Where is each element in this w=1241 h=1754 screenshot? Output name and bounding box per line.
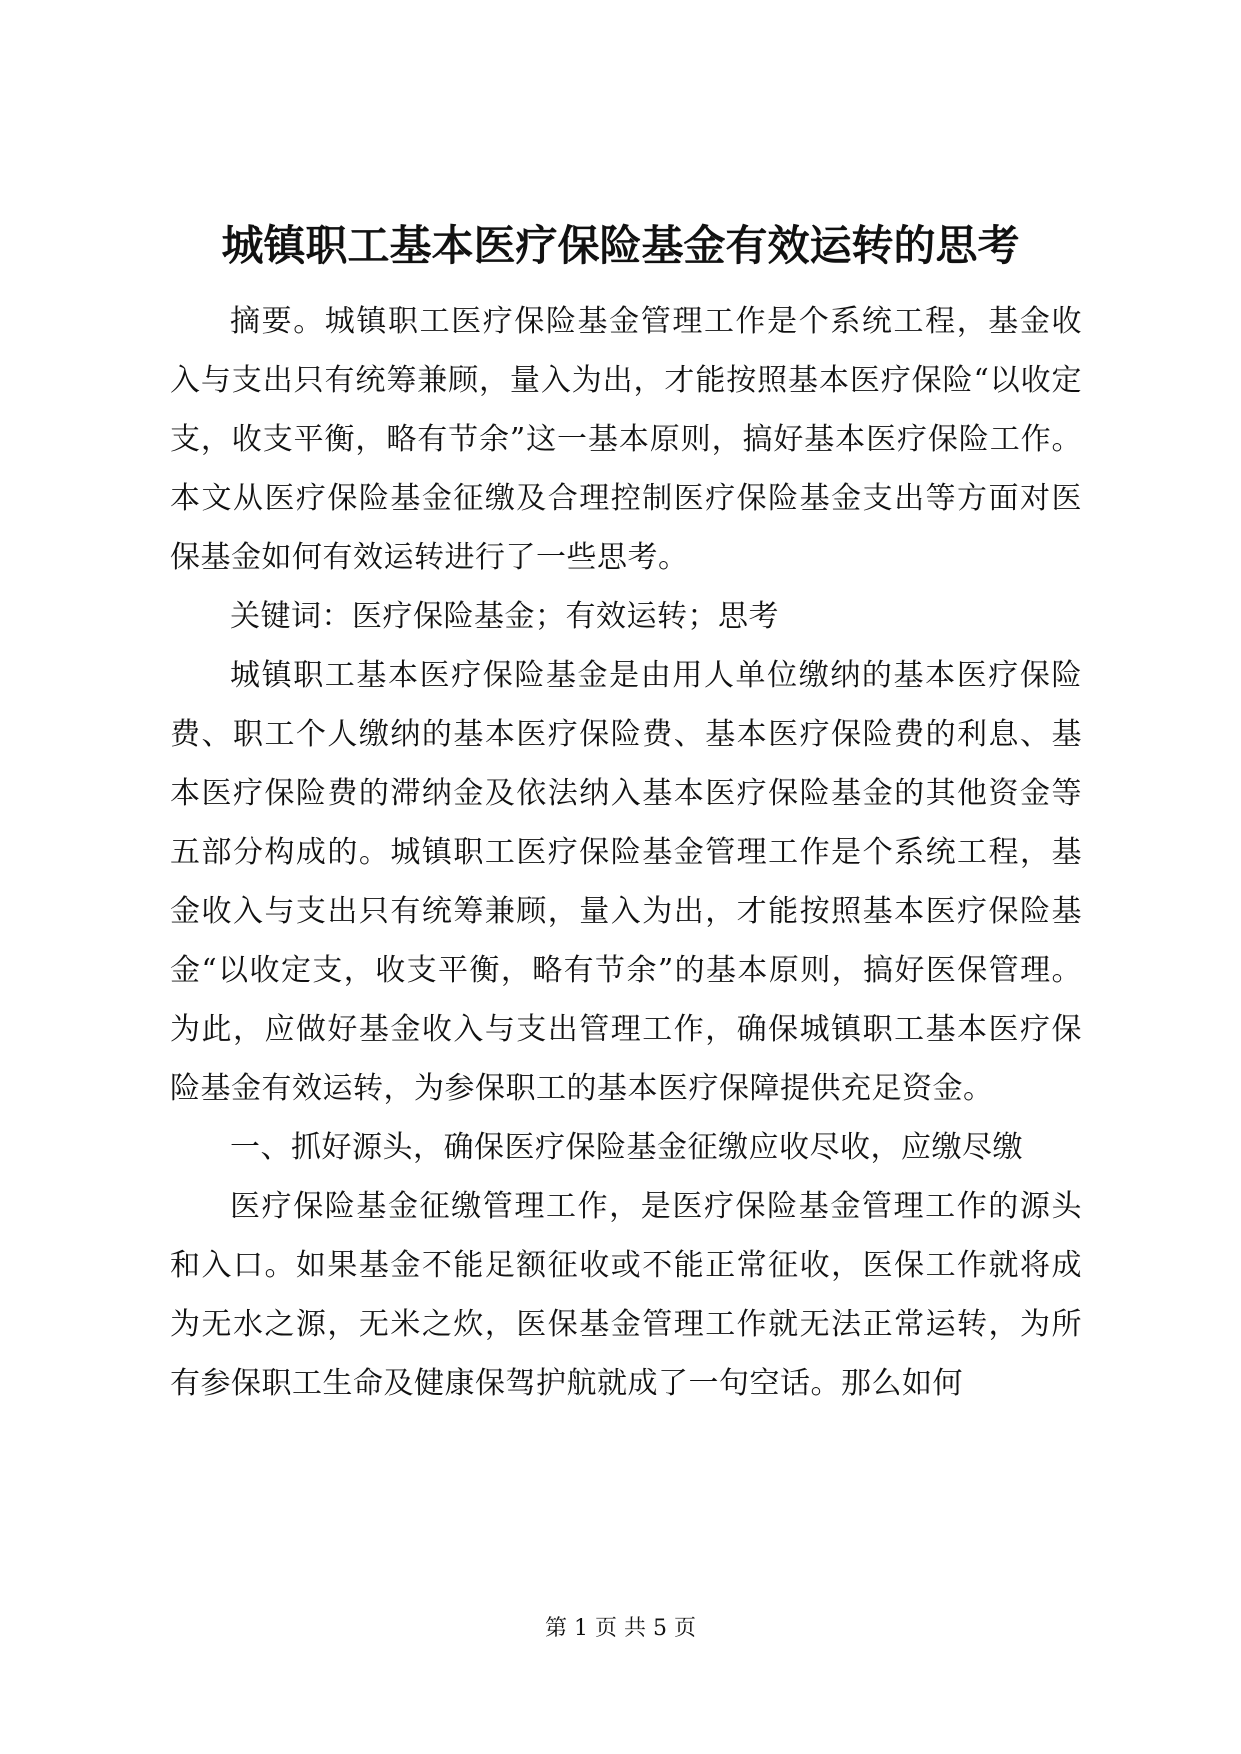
- body-paragraph: 医疗保险基金征缴管理工作，是医疗保险基金管理工作的源头和入口。如果基金不能足额征收或不能正常征收，医保工作就将成为无水之源，无米之炊，医保基金管理工作就无法正常运转，为所有参保职工生命及健康保驾护航就成了一句空话。那么如何: [170, 1189, 1082, 1401]
- body-paragraph: 城镇职工基本医疗保险基金是由用人单位缴纳的基本医疗保险费、职工个人缴纳的基本医疗保险费、基本医疗保险费的利息、基本医疗保险费的滞纳金及依法纳入基本医疗保险基金的其他资金等五部分构成的。城镇职工医疗保险基金管理工作是个系统工程，基金收入与支出只有统筹兼顾，量入为出，才能按照基本医疗保险基金“以收定支，收支平衡，略有节余”的基本原则，搞好医保管理。为此，应做好基金收入与支出管理工作，确保城镇职工基本医疗保险基金有效运转，为参保职工的基本医疗保障提供充足资金。: [170, 658, 1082, 1106]
- document-body: [170, 292, 1082, 1413]
- page-number-footer: 第 1 页 共 5 页: [545, 1616, 696, 1641]
- abstract-paragraph: 摘要。城镇职工医疗保险基金管理工作是个系统工程，基金收入与支出只有统筹兼顾，量入为出，才能按照基本医疗保险“以收定支，收支平衡，略有节余”这一基本原则，搞好基本医疗保险工作。本文从医疗保险基金征缴及合理控制医疗保险基金支出等方面对医保基金如何有效运转进行了一些思考。: [170, 304, 1082, 575]
- document-title: 城镇职工基本医疗保险基金有效运转的思考: [221, 221, 1020, 270]
- section-heading: 一、抓好源头，确保医疗保险基金征缴应收尽收，应缴尽缴: [230, 1130, 1023, 1165]
- keywords-paragraph: 关键词：医疗保险基金；有效运转；思考: [230, 599, 779, 634]
